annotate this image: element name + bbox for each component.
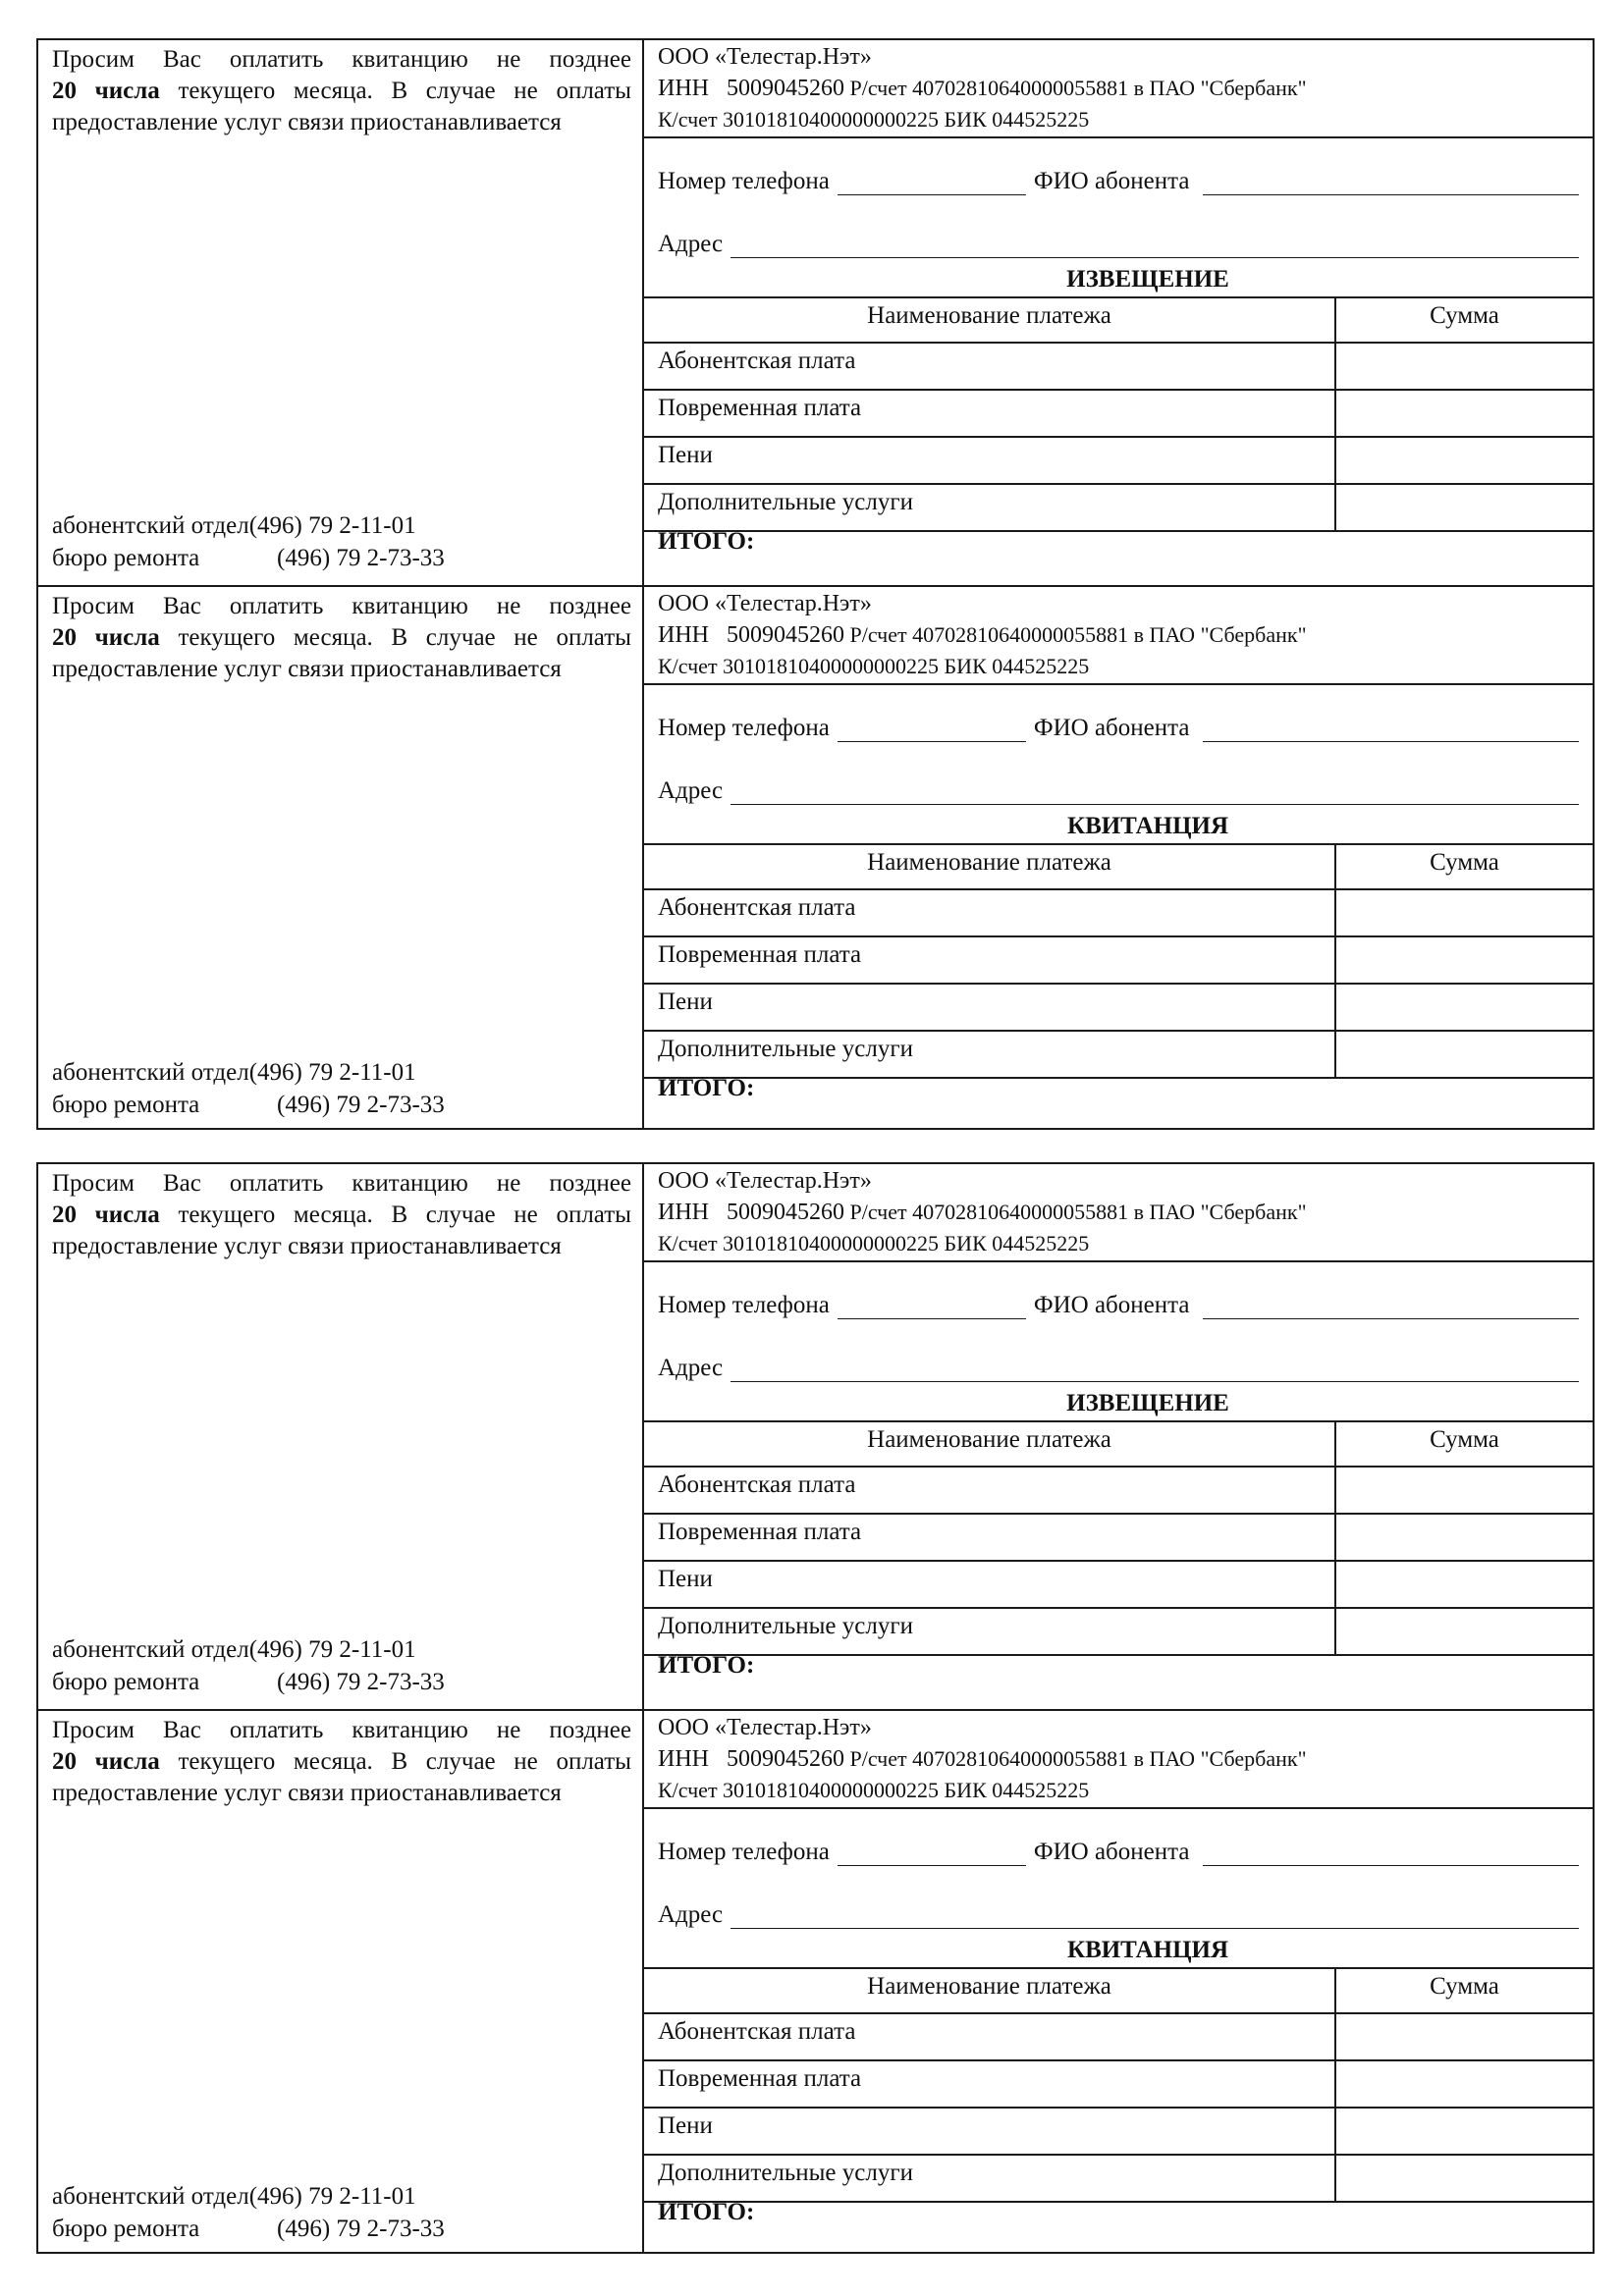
note-line-2: 20 числа текущего месяца. В случае не оплаты	[52, 624, 631, 651]
payment-table	[644, 843, 1593, 1079]
contact-dept: абонентский отдел (496) 79 2-11-01	[52, 1059, 416, 1086]
contacts	[52, 2180, 445, 2245]
table-row: Пени	[644, 985, 1593, 1032]
table-header: Наименование платежа Сумма	[644, 1422, 1593, 1468]
address-label: Адрес	[658, 1901, 724, 1928]
table-row: Дополнительные услуги	[644, 1609, 1593, 1656]
total-label: ИТОГО:	[658, 1075, 755, 1101]
receipt-slip	[38, 1709, 1593, 2254]
org-name: ООО «Телестар.Нэт»	[658, 1715, 872, 1740]
sum-cell[interactable]	[1336, 2014, 1593, 2059]
org-details	[644, 40, 1593, 138]
note-line-1: Просим Вас оплатить квитанцию не позднее	[52, 1170, 631, 1197]
doc-title-notice: ИЗВЕЩЕНИЕ	[1066, 1390, 1229, 1416]
table-row: Абонентская плата	[644, 344, 1593, 391]
sum-cell[interactable]	[1336, 937, 1593, 983]
phone-label: Номер телефона	[658, 1292, 830, 1318]
address-row	[658, 231, 1579, 258]
slip-right-panel	[644, 587, 1593, 1130]
note-line-3: предоставление услуг связи приостанавливается	[52, 1780, 562, 1806]
phone-fio-row	[658, 715, 1579, 742]
address-field[interactable]	[731, 778, 1579, 805]
receipt-sheet-1	[36, 38, 1595, 1130]
org-name: ООО «Телестар.Нэт»	[658, 44, 872, 70]
note-line-1: Просим Вас оплатить квитанцию не позднее	[52, 46, 631, 73]
org-name: ООО «Телестар.Нэт»	[658, 591, 872, 616]
total-label: ИТОГО:	[658, 528, 755, 555]
sum-cell[interactable]	[1336, 1515, 1593, 1560]
phone-fio-row	[658, 1292, 1579, 1319]
phone-label: Номер телефона	[658, 715, 830, 741]
note-line-2: 20 числа текущего месяца. В случае не оплаты	[52, 1748, 631, 1775]
org-inn-line: ИНН 5009045260 Р/счет 40702810640000055881 в ПАО "Сбербанк"	[658, 1746, 1307, 1772]
doc-title-receipt: КВИТАНЦИЯ	[1066, 813, 1229, 839]
address-label: Адрес	[658, 1355, 724, 1381]
payment-table	[644, 1967, 1593, 2203]
contact-dept: абонентский отдел (496) 79 2-11-01	[52, 2183, 416, 2210]
address-label: Адрес	[658, 777, 724, 804]
fio-label: ФИО абонента	[1033, 1292, 1190, 1318]
note-line-3: предоставление услуг связи приостанавливается	[52, 1233, 562, 1259]
sum-cell[interactable]	[1336, 2109, 1593, 2154]
org-inn-line: ИНН 5009045260 Р/счет 40702810640000055881 в ПАО "Сбербанк"	[658, 622, 1307, 648]
sum-cell[interactable]	[1336, 1562, 1593, 1607]
note-deadline: 20 числа	[52, 1748, 160, 1775]
address-label: Адрес	[658, 231, 724, 257]
org-details	[644, 587, 1593, 685]
phone-label: Номер телефона	[658, 168, 830, 194]
slip-left-panel	[38, 1711, 644, 2254]
slip-right-panel	[644, 1711, 1593, 2254]
org-name: ООО «Телестар.Нэт»	[658, 1168, 872, 1194]
sum-cell[interactable]	[1336, 1468, 1593, 1513]
payment-table	[644, 1420, 1593, 1656]
total-label: ИТОГО:	[658, 1652, 755, 1679]
payment-note	[52, 1168, 631, 1262]
table-row: Повременная плата	[644, 2061, 1593, 2109]
phone-label: Номер телефона	[658, 1839, 830, 1865]
org-details	[644, 1164, 1593, 1262]
table-row: Абонентская плата	[644, 2014, 1593, 2061]
receipt-sheet-2	[36, 1162, 1595, 2254]
phone-field[interactable]	[838, 169, 1026, 195]
phone-fio-row	[658, 168, 1579, 195]
table-row: Дополнительные услуги	[644, 485, 1593, 532]
org-details	[644, 1711, 1593, 1809]
contact-dept: абонентский отдел (496) 79 2-11-01	[52, 512, 416, 539]
slip-right-panel	[644, 40, 1593, 585]
address-field[interactable]	[731, 1902, 1579, 1929]
table-row: Повременная плата	[644, 391, 1593, 438]
note-line-2: 20 числа текущего месяца. В случае не оплаты	[52, 78, 631, 104]
org-inn-line: ИНН 5009045260 Р/счет 40702810640000055881 в ПАО "Сбербанк"	[658, 1200, 1307, 1225]
address-row	[658, 1901, 1579, 1929]
sum-cell[interactable]	[1336, 344, 1593, 389]
sum-cell[interactable]	[1336, 985, 1593, 1030]
fio-field[interactable]	[1203, 1840, 1579, 1866]
slip-left-panel	[38, 1164, 644, 1709]
note-line-1: Просим Вас оплатить квитанцию не позднее	[52, 1717, 631, 1743]
org-corr-line: К/счет 30101810400000000225 БИК 044525225	[658, 107, 1090, 132]
note-deadline: 20 числа	[52, 78, 160, 104]
sum-cell[interactable]	[1336, 391, 1593, 436]
contact-dept: абонентский отдел (496) 79 2-11-01	[52, 1636, 416, 1663]
payment-table	[644, 296, 1593, 532]
contact-repair: бюро ремонта (496) 79 2-73-33	[52, 1669, 445, 1695]
phone-field[interactable]	[838, 716, 1026, 742]
notice-slip	[38, 40, 1593, 585]
fio-field[interactable]	[1203, 716, 1579, 742]
fio-label: ФИО абонента	[1033, 715, 1190, 741]
contacts	[52, 1633, 445, 1698]
sum-cell[interactable]	[1336, 1609, 1593, 1654]
table-row: Повременная плата	[644, 1515, 1593, 1562]
total-label: ИТОГО:	[658, 2199, 755, 2225]
note-line-3: предоставление услуг связи приостанавливается	[52, 656, 562, 682]
address-row	[658, 1355, 1579, 1382]
payment-note	[52, 1715, 631, 1809]
note-deadline: 20 числа	[52, 1201, 160, 1228]
table-row: Пени	[644, 1562, 1593, 1609]
table-row: Дополнительные услуги	[644, 2156, 1593, 2203]
address-field[interactable]	[731, 232, 1579, 258]
org-corr-line: К/счет 30101810400000000225 БИК 044525225	[658, 1778, 1090, 1802]
sum-cell[interactable]	[1336, 2156, 1593, 2201]
phone-field[interactable]	[838, 1840, 1026, 1866]
table-row: Пени	[644, 2109, 1593, 2156]
table-header: Наименование платежа Сумма	[644, 298, 1593, 344]
sum-cell[interactable]	[1336, 890, 1593, 935]
fio-label: ФИО абонента	[1033, 168, 1190, 194]
note-deadline: 20 числа	[52, 624, 160, 651]
table-row: Повременная плата	[644, 937, 1593, 985]
table-header: Наименование платежа Сумма	[644, 845, 1593, 890]
slip-right-panel	[644, 1164, 1593, 1709]
contact-repair: бюро ремонта (496) 79 2-73-33	[52, 545, 445, 571]
slip-left-panel	[38, 40, 644, 585]
phone-fio-row	[658, 1839, 1579, 1866]
sum-cell[interactable]	[1336, 485, 1593, 530]
contact-repair: бюро ремонта (496) 79 2-73-33	[52, 2216, 445, 2242]
sum-cell[interactable]	[1336, 1032, 1593, 1077]
contacts	[52, 509, 445, 574]
address-field[interactable]	[731, 1356, 1579, 1382]
slip-left-panel	[38, 587, 644, 1130]
table-row: Пени	[644, 438, 1593, 485]
table-row: Абонентская плата	[644, 1468, 1593, 1515]
contact-repair: бюро ремонта (496) 79 2-73-33	[52, 1092, 445, 1118]
org-inn-line: ИНН 5009045260 Р/счет 40702810640000055881 в ПАО "Сбербанк"	[658, 76, 1307, 101]
table-header: Наименование платежа Сумма	[644, 1969, 1593, 2014]
fio-field[interactable]	[1203, 169, 1579, 195]
fio-label: ФИО абонента	[1033, 1839, 1190, 1865]
address-row	[658, 777, 1579, 805]
payment-note	[52, 591, 631, 685]
receipt-slip	[38, 585, 1593, 1130]
note-line-2: 20 числа текущего месяца. В случае не оплаты	[52, 1201, 631, 1228]
org-corr-line: К/счет 30101810400000000225 БИК 044525225	[658, 1231, 1090, 1255]
table-row: Абонентская плата	[644, 890, 1593, 937]
note-line-3: предоставление услуг связи приостанавливается	[52, 109, 562, 135]
sum-cell[interactable]	[1336, 2061, 1593, 2107]
sum-cell[interactable]	[1336, 438, 1593, 483]
contacts	[52, 1056, 445, 1121]
org-corr-line: К/счет 30101810400000000225 БИК 044525225	[658, 654, 1090, 678]
fio-field[interactable]	[1203, 1293, 1579, 1319]
notice-slip	[38, 1164, 1593, 1709]
phone-field[interactable]	[838, 1293, 1026, 1319]
doc-title-receipt: КВИТАНЦИЯ	[1066, 1937, 1229, 1963]
table-row: Дополнительные услуги	[644, 1032, 1593, 1079]
doc-title-notice: ИЗВЕЩЕНИЕ	[1066, 266, 1229, 293]
payment-note	[52, 44, 631, 138]
note-line-1: Просим Вас оплатить квитанцию не позднее	[52, 593, 631, 619]
